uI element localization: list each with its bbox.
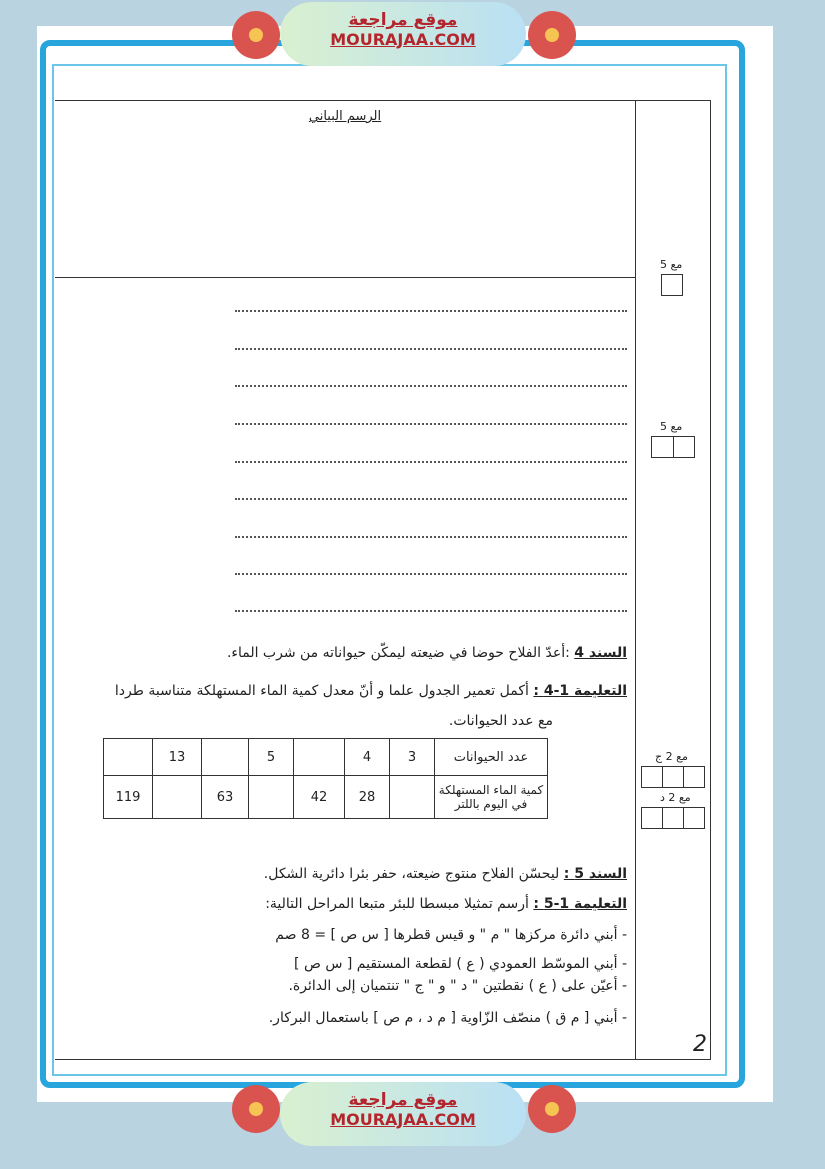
task41-label: التعليمة 1-4 : — [533, 683, 627, 699]
table-row — [104, 739, 548, 776]
sanad4-line — [227, 645, 627, 661]
answer-line — [235, 385, 627, 387]
table-cell: 42 — [294, 776, 345, 819]
table-cell[interactable] — [294, 739, 345, 776]
score-box[interactable] — [641, 766, 705, 788]
task51-label: التعليمة 1-5 : — [533, 896, 627, 912]
score-box[interactable] — [661, 274, 683, 296]
site-logo-icon — [232, 1085, 280, 1133]
sanad5-text: ليحسّن الفلاح منتوج ضيعته، حفر بئرا دائرية الشكل. — [263, 866, 560, 882]
step-item: - أبني [ م ق ) منصّف الزّاوية [ م د ، م ص ] باستعمال البركار. — [268, 1010, 627, 1026]
answer-line — [235, 423, 627, 425]
table-cell: 3 — [390, 739, 435, 776]
task41-line — [115, 683, 627, 699]
table-cell[interactable] — [104, 739, 153, 776]
site-logo-icon — [528, 1085, 576, 1133]
score-label: مع 2 د — [660, 791, 691, 804]
sanad4-text: :أعدّ الفلاح حوضا في ضيعته ليمكّن حيواناته من شرب الماء. — [226, 645, 570, 661]
sanad5-line — [264, 866, 627, 882]
data-table — [103, 738, 548, 819]
table-cell: 4 — [345, 739, 390, 776]
table-header-cell: عدد الحيوانات — [435, 739, 548, 776]
step-item: - أبني الموسّط العمودي ( ع ) لقطعة المستقيم [ س ص ] — [294, 956, 627, 972]
table-cell: 119 — [104, 776, 153, 819]
answer-line — [235, 498, 627, 500]
site-domain: MOURAJAA.COM — [330, 1110, 476, 1129]
step-item: - أبني دائرة مركزها " م " و قيس قطرها [ س ص ] = 8 صم — [275, 927, 627, 943]
score-label: مع 2 ج — [655, 750, 688, 763]
table-cell: 13 — [153, 739, 202, 776]
table-row — [104, 776, 548, 819]
answer-line — [235, 310, 627, 312]
score-column-divider — [635, 100, 636, 1060]
site-name-ar: موقع مراجعة — [348, 1090, 458, 1110]
site-logo-icon — [528, 11, 576, 59]
graph-title: الرسم البياني — [308, 109, 382, 124]
answer-line — [235, 348, 627, 350]
site-domain: MOURAJAA.COM — [330, 30, 476, 49]
table-cell[interactable] — [390, 776, 435, 819]
site-logo-icon — [232, 11, 280, 59]
sanad5-label: السند 5 : — [563, 866, 627, 882]
answer-line — [235, 573, 627, 575]
table-cell[interactable] — [249, 776, 294, 819]
table-cell: 28 — [345, 776, 390, 819]
score-box[interactable] — [641, 807, 705, 829]
task41-text: أكمل تعمير الجدول علما و أنّ معدل كمية الماء المستهلكة متناسبة طردا — [114, 683, 529, 699]
table-header-cell: كمية الماء المستهلكة في اليوم باللتر — [435, 776, 548, 819]
task51-line — [265, 896, 627, 912]
answer-line — [235, 461, 627, 463]
table-cell: 5 — [249, 739, 294, 776]
sanad4-label: السند 4 — [574, 645, 627, 661]
table-cell[interactable] — [202, 739, 249, 776]
table-cell[interactable] — [153, 776, 202, 819]
score-label: مع 5 — [660, 258, 683, 271]
site-name-ar: موقع مراجعة — [348, 10, 458, 30]
step-item: - أعيّن على ( ع ) نقطتين " د " و " ج " تنتميان إلى الدائرة. — [288, 978, 627, 994]
page-number: 2 — [693, 1032, 707, 1057]
answer-line — [235, 610, 627, 612]
task41-text-cont: مع عدد الحيوانات. — [448, 713, 553, 729]
site-banner-bottom[interactable] — [280, 1082, 526, 1146]
graph-area — [55, 100, 635, 278]
table-cell: 63 — [202, 776, 249, 819]
score-label: مع 5 — [660, 420, 683, 433]
score-box[interactable] — [651, 436, 695, 458]
answer-line — [235, 536, 627, 538]
task51-text: أرسم تمثيلا مبسطا للبئر متبعا المراحل التالية: — [265, 896, 529, 912]
site-banner-top[interactable] — [280, 2, 526, 66]
